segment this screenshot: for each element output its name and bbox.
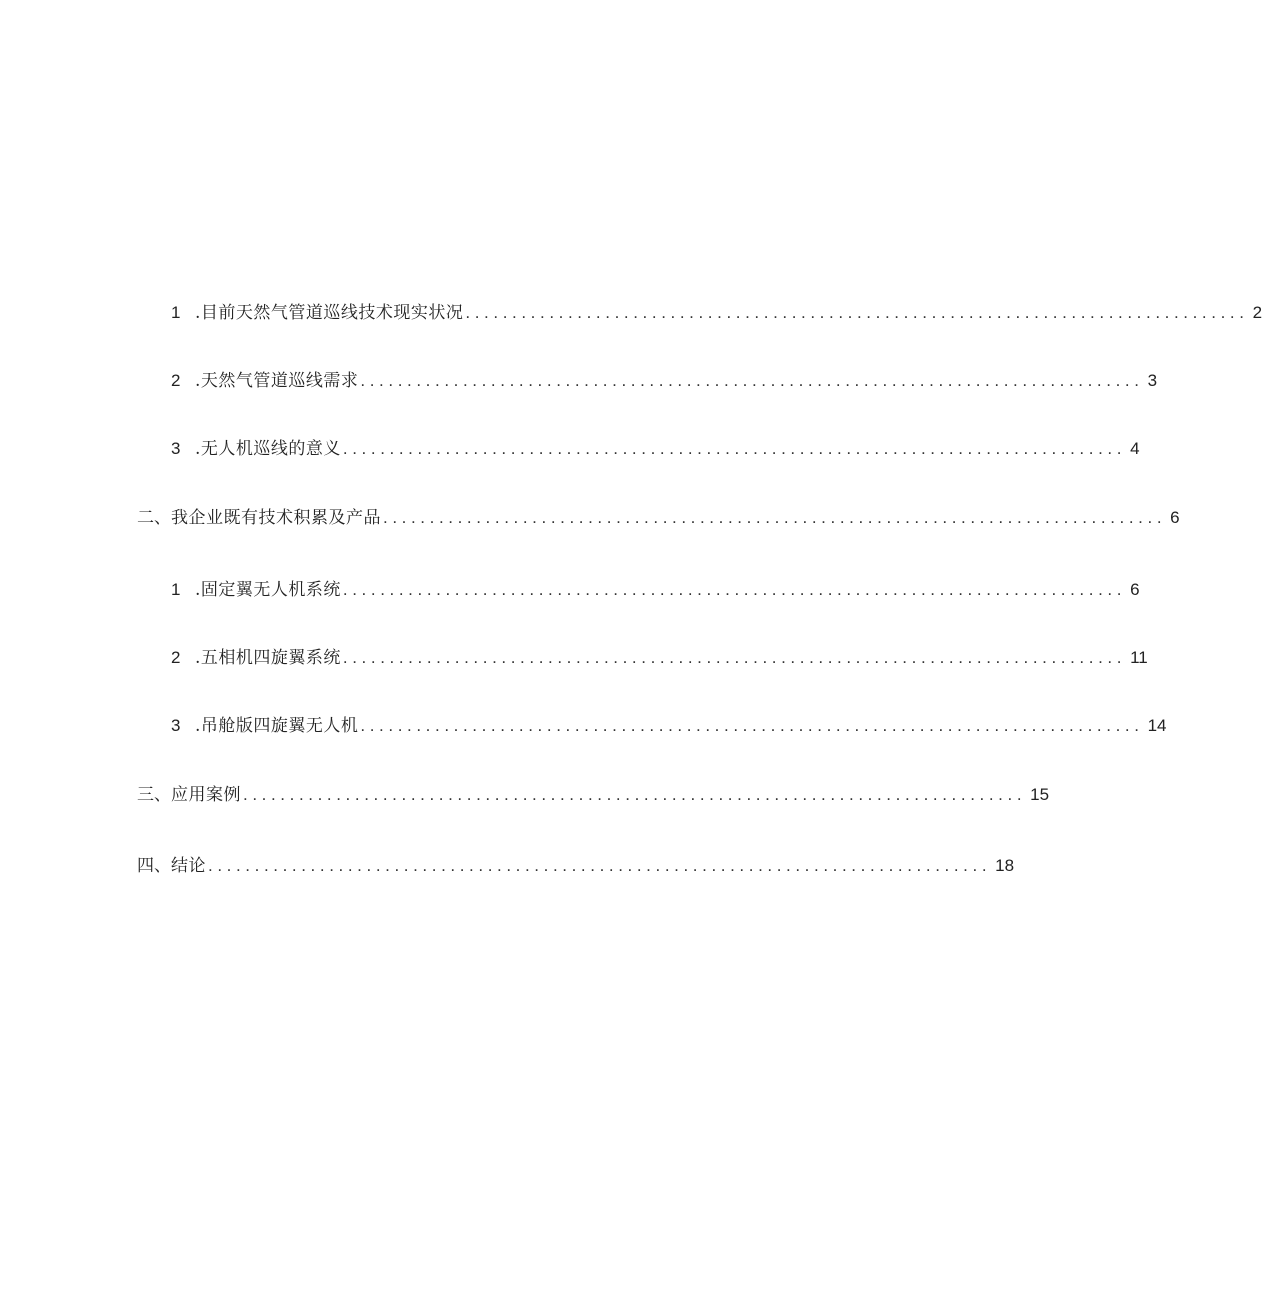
toc-entry-number: 3 [171, 716, 181, 735]
toc-entry-title: .固定翼无人机系统 [195, 580, 341, 600]
toc-entry-title: 我企业既有技术积累及产品 [171, 508, 381, 528]
toc-entry-page: 6 [1130, 580, 1140, 599]
toc-leader-dots: .................................................................................... [360, 716, 1144, 735]
toc-entry-page: 4 [1130, 439, 1140, 458]
toc-entry-number: 1 [171, 580, 181, 599]
toc-entry-number: 2 [171, 371, 181, 390]
toc-entry[interactable] [137, 713, 1167, 739]
toc-entry[interactable] [137, 645, 1148, 671]
toc-entry[interactable] [137, 577, 1140, 603]
toc-entry[interactable] [137, 368, 1158, 394]
toc-entry-title: 结论 [171, 856, 206, 876]
toc-entry-page: 15 [1030, 785, 1050, 804]
toc-entry-page: 11 [1130, 648, 1148, 667]
toc-entry-title: .五相机四旋翼系统 [195, 648, 341, 668]
toc-leader-dots: .................................................................................... [243, 785, 1027, 804]
toc-entry-number: 1 [171, 303, 181, 322]
toc-entry-title: .吊舱版四旋翼无人机 [195, 716, 359, 736]
toc-leader-dots: .................................................................................... [342, 580, 1127, 599]
toc-entry-page: 6 [1170, 508, 1180, 527]
toc-entry-number: 三、 [137, 785, 171, 804]
toc-entry-number: 四、 [137, 856, 171, 875]
toc-entry-title: .无人机巡线的意义 [195, 439, 341, 459]
toc-leader-dots: .................................................................................... [342, 439, 1127, 458]
toc-entry-page: 2 [1252, 303, 1262, 322]
toc-entry-title: .目前天然气管道巡线技术现实状况 [195, 303, 464, 323]
toc-entry-page: 3 [1147, 371, 1158, 390]
toc-entry-title: 应用案例 [171, 785, 241, 805]
toc-entry-page: 18 [995, 856, 1015, 875]
toc-leader-dots: .................................................................................... [465, 303, 1249, 322]
toc-entry-number: 2 [171, 648, 181, 667]
toc-entry-number: 二、 [137, 508, 171, 527]
toc-leader-dots: .................................................................................... [360, 371, 1144, 390]
toc-entry-page: 14 [1147, 716, 1167, 735]
toc-entry[interactable] [137, 300, 1262, 326]
toc-entry[interactable] [137, 782, 1050, 808]
toc-entry[interactable] [137, 505, 1180, 531]
toc-entry-title: .天然气管道巡线需求 [195, 371, 359, 391]
toc-entry[interactable] [137, 853, 1015, 879]
toc-entry-number: 3 [171, 439, 181, 458]
toc-leader-dots: .................................................................................... [383, 508, 1167, 527]
toc-leader-dots: .................................................................................... [342, 648, 1127, 667]
toc-leader-dots: .................................................................................... [208, 856, 992, 875]
toc-entry[interactable] [137, 436, 1140, 462]
